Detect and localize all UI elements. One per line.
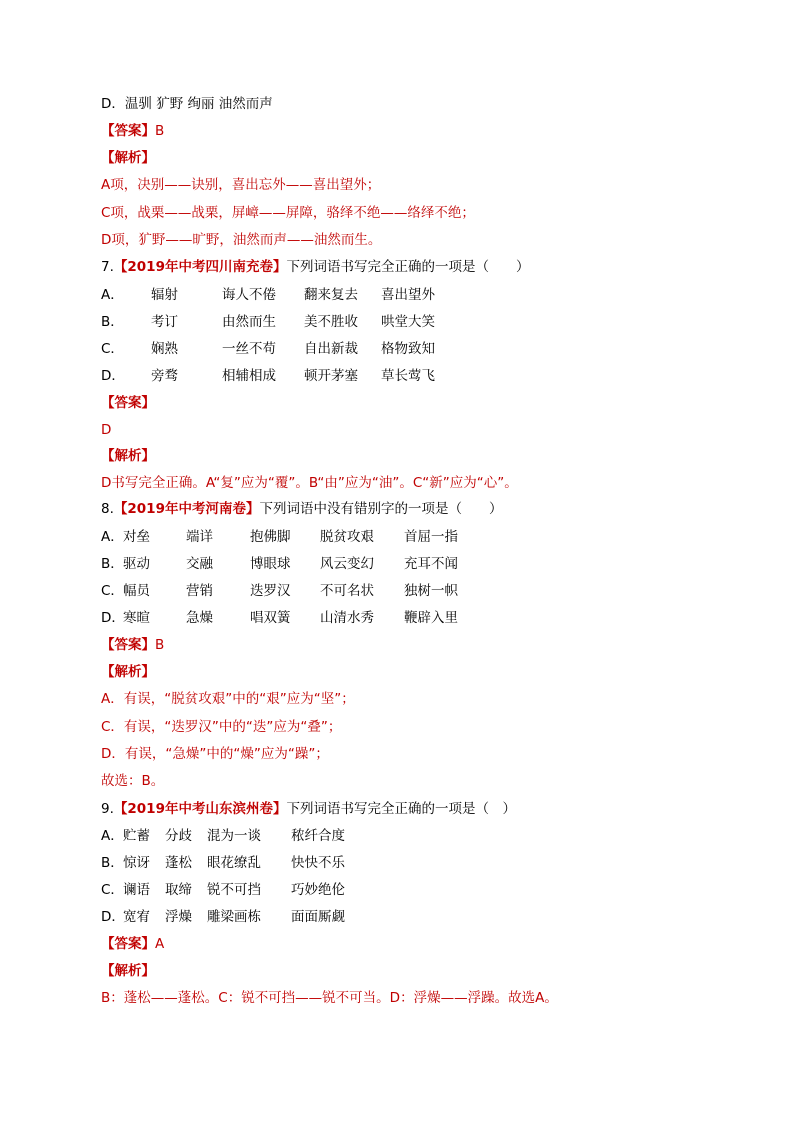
option-prefix: B． (101, 314, 124, 330)
question-source: 【2019年中考四川南充卷】 (113, 259, 287, 275)
option-prefix: A． (101, 287, 124, 303)
option-word: 博眼球 (250, 556, 291, 572)
option-word: 交融 (186, 556, 213, 572)
option-word: 雕梁画栋 (207, 909, 261, 925)
option-word: 考订 (151, 314, 178, 330)
option-word: 蓬松 (165, 855, 192, 871)
option-word: 营销 (186, 583, 213, 599)
q8-analysis-line: A．有误，“脱贫攻艰”中的“艰”应为“坚”； (101, 691, 355, 707)
option-word: 一丝不苟 (222, 341, 276, 357)
q8-option-d (101, 608, 458, 628)
q7-answer-label: 【答案】 (101, 395, 155, 411)
option-prefix: D． (101, 368, 125, 384)
option-word: 巧妙绝伦 (291, 882, 345, 898)
option-word: 喜出望外 (381, 287, 435, 303)
option-word: 翻来复去 (304, 287, 358, 303)
option-word: 急燥 (186, 610, 213, 626)
option-word: 幅员 (123, 583, 150, 599)
option-word: 快快不乐 (291, 855, 345, 871)
q8-option-c (101, 581, 458, 601)
option-word: 自出新裁 (304, 341, 358, 357)
option-word: 温驯 (124, 96, 152, 112)
q7-option-a (101, 285, 435, 305)
q6-option-d (101, 94, 273, 114)
q9-option-d (101, 907, 345, 927)
q6-analysis-line: D项，犷野——旷野，油然而声——油然而生。 (101, 232, 382, 248)
option-prefix: C． (101, 341, 124, 357)
option-word: 眼花缭乱 (207, 855, 261, 871)
option-word: 锐不可挡 (207, 882, 261, 898)
answer-value: B (155, 123, 165, 139)
option-prefix: D． (101, 96, 125, 112)
question-source: 【2019年中考山东滨州卷】 (113, 801, 287, 817)
option-word: 充耳不闻 (404, 556, 458, 572)
question-stem: 下列词语书写完全正确的一项是（ ） (286, 259, 530, 275)
question-number: 9. (101, 801, 114, 817)
option-word: 山清水秀 (320, 610, 374, 626)
q8-option-a (101, 527, 458, 547)
q8-analysis-line: C．有误，“迭罗汉”中的“迭”应为“叠”； (101, 719, 342, 735)
option-word: 娴熟 (151, 341, 178, 357)
q8-stem (101, 499, 502, 519)
q8-answer (101, 635, 164, 655)
q7-option-d (101, 366, 435, 386)
option-word: 贮蓄 (123, 828, 150, 844)
q6-analysis-label: 【解析】 (101, 150, 155, 166)
option-word: 脱贫攻艰 (320, 529, 374, 545)
question-number: 7. (101, 259, 114, 275)
option-word: 犷野 (156, 96, 184, 112)
option-word: 寒暄 (123, 610, 150, 626)
option-word: 取缔 (165, 882, 192, 898)
option-word: 美不胜收 (304, 314, 358, 330)
option-word: 混为一谈 (207, 828, 261, 844)
answer-value: B (155, 637, 165, 653)
option-word: 辐射 (151, 287, 178, 303)
q7-option-c (101, 339, 435, 359)
q7-analysis-label: 【解析】 (101, 448, 155, 464)
question-source: 【2019年中考河南卷】 (113, 501, 260, 517)
answer-label: 【答案】 (101, 936, 155, 952)
question-stem: 下列词语中没有错别字的一项是（ ） (259, 501, 503, 517)
option-word: 独树一帜 (404, 583, 458, 599)
q9-stem (101, 799, 516, 819)
q6-analysis-line: A项，决别——诀别，喜出忘外——喜出望外； (101, 177, 381, 193)
option-word: 诲人不倦 (222, 287, 276, 303)
option-prefix: B． (101, 855, 124, 871)
answer-label: 【答案】 (101, 123, 155, 139)
q9-analysis-label: 【解析】 (101, 963, 155, 979)
option-word: 惊讶 (123, 855, 150, 871)
q7-answer-value: D (101, 422, 112, 438)
option-word: 秾纤合度 (291, 828, 345, 844)
option-word: 格物致知 (381, 341, 435, 357)
option-word: 草长莺飞 (381, 368, 435, 384)
option-word: 谰语 (123, 882, 150, 898)
option-word: 风云变幻 (320, 556, 374, 572)
q8-analysis-label: 【解析】 (101, 664, 155, 680)
option-word: 鞭辟入里 (404, 610, 458, 626)
q9-option-b (101, 853, 345, 873)
q7-option-b (101, 312, 435, 332)
option-prefix: D． (101, 610, 125, 626)
option-prefix: A． (101, 828, 124, 844)
option-word: 分歧 (165, 828, 192, 844)
option-word: 唱双簧 (250, 610, 291, 626)
q7-analysis-line: D书写完全正确。A“复”应为“覆”。B“由”应为“油”。C“新”应为“心”。 (101, 475, 518, 491)
option-word: 面面厮觑 (291, 909, 345, 925)
option-word: 对垒 (123, 529, 150, 545)
question-stem: 下列词语书写完全正确的一项是（ ） (286, 801, 516, 817)
option-word: 宽宥 (123, 909, 150, 925)
option-word: 迭罗汉 (250, 583, 291, 599)
option-word: 顿开茅塞 (304, 368, 358, 384)
option-prefix: D． (101, 909, 125, 925)
option-prefix: B． (101, 556, 124, 572)
q9-analysis-line: B：蓬松——蓬松。C：锐不可挡——锐不可当。D：浮燥——浮躁。故选A。 (101, 990, 558, 1006)
option-word: 绚丽 (187, 96, 215, 112)
q7-stem (101, 257, 529, 277)
option-word: 旁骛 (151, 368, 178, 384)
option-word: 首屈一指 (404, 529, 458, 545)
answer-label: 【答案】 (101, 637, 155, 653)
q6-analysis-line: C项，战栗——战栗，屏嶂——屏障，骆绎不绝——络绎不绝； (101, 205, 475, 221)
question-number: 8. (101, 501, 114, 517)
option-word: 抱佛脚 (250, 529, 291, 545)
q8-analysis-line: D．有误，“急燥”中的“燥”应为“躁”； (101, 746, 329, 762)
option-prefix: C． (101, 882, 124, 898)
q9-option-a (101, 826, 345, 846)
q6-answer (101, 121, 164, 141)
option-prefix: A． (101, 529, 124, 545)
q8-conclusion: 故选：B。 (101, 773, 165, 789)
q8-option-b (101, 554, 458, 574)
option-word: 端详 (186, 529, 213, 545)
option-word: 哄堂大笑 (381, 314, 435, 330)
option-word: 由然而生 (222, 314, 276, 330)
option-word: 驱动 (123, 556, 150, 572)
option-prefix: C． (101, 583, 124, 599)
option-word: 浮燥 (165, 909, 192, 925)
option-word: 相辅相成 (222, 368, 276, 384)
q9-option-c (101, 880, 345, 900)
option-word: 油然而声 (218, 96, 273, 112)
q9-answer (101, 934, 164, 954)
option-word: 不可名状 (320, 583, 374, 599)
answer-value: A (155, 936, 165, 952)
